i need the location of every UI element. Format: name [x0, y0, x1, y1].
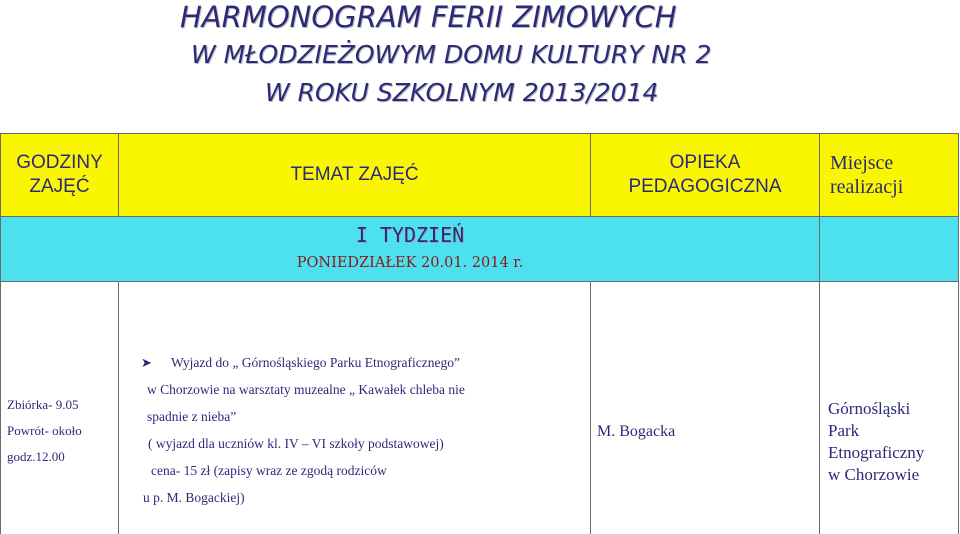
week-cell-place	[820, 217, 959, 282]
time-line-3: godz.12.00	[7, 449, 65, 464]
header-row	[1, 134, 959, 217]
topic-line-3: spadnie z nieba”	[147, 409, 237, 424]
topic-line-2: w Chorzowie na warsztaty muzealne „ Kawałek chleba nie	[147, 382, 465, 397]
schedule-table	[0, 133, 959, 534]
header-care-line1: OPIEKA	[669, 152, 741, 173]
header-place-line1: Miejsce	[830, 152, 894, 174]
topic-line-1-text: Wyjazd do „ Górnośląskiego Parku Etnograficznego”	[171, 355, 460, 370]
header-time	[1, 134, 119, 217]
place-cell	[820, 282, 959, 534]
week-cell	[1, 217, 820, 282]
header-time-line1: GODZINY	[16, 152, 103, 173]
place-line-2: Park	[828, 421, 860, 440]
title-line-2: W MŁODZIEŻOWYM DOMU KULTURY NR 2	[191, 40, 712, 69]
time-line-2: Powrót- około	[7, 423, 82, 438]
care-cell: M. Bogacka	[591, 282, 820, 534]
header-care	[591, 134, 820, 217]
header-topic: TEMAT ZAJĘĆ	[119, 134, 591, 217]
topic-cell	[119, 282, 591, 534]
place-line-4: w Chorzowie	[828, 465, 920, 484]
time-line-1: Zbiórka- 9.05	[7, 397, 79, 412]
header-time-line2: ZAJĘĆ	[29, 176, 90, 197]
header-place	[820, 134, 959, 217]
document-title	[0, 0, 960, 120]
header-place-line2: realizacji	[830, 176, 904, 198]
place-line-3: Etnograficzny	[828, 443, 925, 462]
topic-line-6: u p. M. Bogackiej)	[143, 490, 245, 505]
title-line-1: HARMONOGRAM FERII ZIMOWYCH	[180, 0, 677, 34]
topic-line-5: cena- 15 zł (zapisy wraz ze zgodą rodziców	[151, 463, 387, 478]
arrow-bullet-icon: ➤	[141, 355, 152, 370]
week-row	[1, 217, 959, 282]
topic-line-1	[141, 349, 590, 376]
week-day: PONIEDZIAŁEK 20.01. 2014 r.	[296, 255, 524, 271]
title-line-3: W ROKU SZKOLNYM 2013/2014	[265, 78, 659, 107]
table-row	[1, 282, 959, 534]
place-line-1: Górnośląski	[828, 399, 911, 418]
topic-line-4: ( wyjazd dla uczniów kl. IV – VI szkoły podstawowej)	[148, 436, 444, 451]
header-care-line2: PEDAGOGICZNA	[628, 176, 782, 197]
week-title: I TYDZIEŃ	[355, 223, 465, 247]
time-cell	[1, 282, 119, 534]
